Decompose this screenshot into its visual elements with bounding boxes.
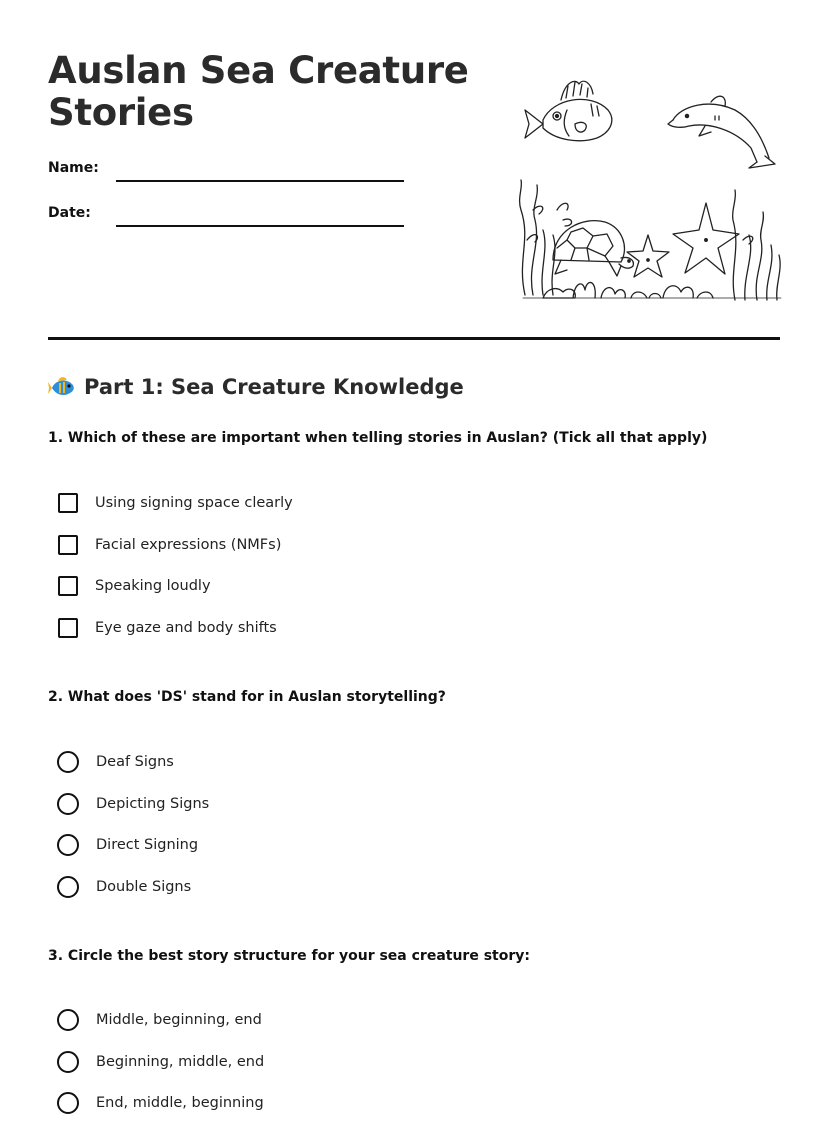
radio-button[interactable] [57, 751, 79, 773]
coral-drawing [523, 282, 781, 298]
option-label: Using signing space clearly [95, 495, 293, 511]
option-label: Middle, beginning, end [96, 1012, 262, 1028]
question-2-option[interactable] [58, 752, 558, 794]
starfish-small-drawing [627, 235, 669, 277]
question-2-options [58, 752, 558, 918]
radio-button[interactable] [57, 1009, 79, 1031]
option-label: Double Signs [96, 878, 192, 895]
tropical-fish-icon [48, 374, 76, 400]
option-label: Facial expressions (NMFs) [95, 536, 282, 553]
date-line[interactable] [116, 225, 404, 227]
question-1-options [58, 493, 558, 659]
worksheet-page [48, 0, 780, 1118]
title-line-2: Stories [48, 91, 194, 134]
question-1-option[interactable] [58, 493, 558, 535]
question-1-option[interactable] [58, 618, 558, 660]
starfish-large-drawing [673, 203, 739, 274]
title-line-1: Auslan Sea Creature [48, 49, 469, 92]
radio-button[interactable] [57, 1051, 79, 1073]
option-label: Direct Signing [96, 837, 199, 853]
question-2: 2. What does 'DS' stand for in Auslan storytelling? [48, 689, 446, 705]
fish-drawing [525, 81, 612, 141]
question-3-option[interactable] [58, 1010, 558, 1052]
question-2-option[interactable] [58, 877, 558, 919]
option-label: Speaking loudly [95, 578, 211, 594]
radio-button[interactable] [57, 876, 79, 898]
sea-creatures-illustration [513, 70, 783, 315]
checkbox[interactable] [58, 493, 78, 513]
question-3-option[interactable] [58, 1052, 558, 1094]
name-field [48, 160, 99, 176]
question-2-option[interactable] [58, 794, 558, 836]
part1-heading [48, 374, 464, 400]
option-label: Depicting Signs [96, 795, 210, 812]
question-1: 1. Which of these are important when telling stories in Auslan? (Tick all that apply) [48, 430, 708, 446]
worksheet-title [48, 50, 469, 134]
checkbox[interactable] [58, 576, 78, 596]
dolphin-drawing [668, 96, 775, 168]
name-line[interactable] [116, 180, 404, 182]
checkbox[interactable] [58, 618, 78, 638]
seaweed-drawing [520, 180, 572, 295]
option-label: Eye gaze and body shifts [95, 619, 277, 636]
question-3: 3. Circle the best story structure for your sea creature story: [48, 948, 530, 964]
question-1-option[interactable] [58, 535, 558, 577]
question-3-option[interactable] [58, 1093, 558, 1135]
date-field [48, 205, 91, 221]
part1-title: Part 1: Sea Creature Knowledge [84, 375, 464, 399]
checkbox[interactable] [58, 535, 78, 555]
radio-button[interactable] [57, 793, 79, 815]
turtle-drawing [553, 221, 633, 276]
option-label: Beginning, middle, end [96, 1053, 265, 1070]
date-label: Date: [48, 205, 91, 221]
header-divider [48, 337, 780, 340]
option-label: Deaf Signs [96, 754, 174, 770]
radio-button[interactable] [57, 834, 79, 856]
question-2-option[interactable] [58, 835, 558, 877]
option-label: End, middle, beginning [96, 1095, 264, 1111]
radio-button[interactable] [57, 1092, 79, 1114]
question-1-option[interactable] [58, 576, 558, 618]
question-3-options [58, 1010, 558, 1135]
name-label: Name: [48, 160, 99, 176]
seaweed-right-drawing [733, 190, 781, 300]
